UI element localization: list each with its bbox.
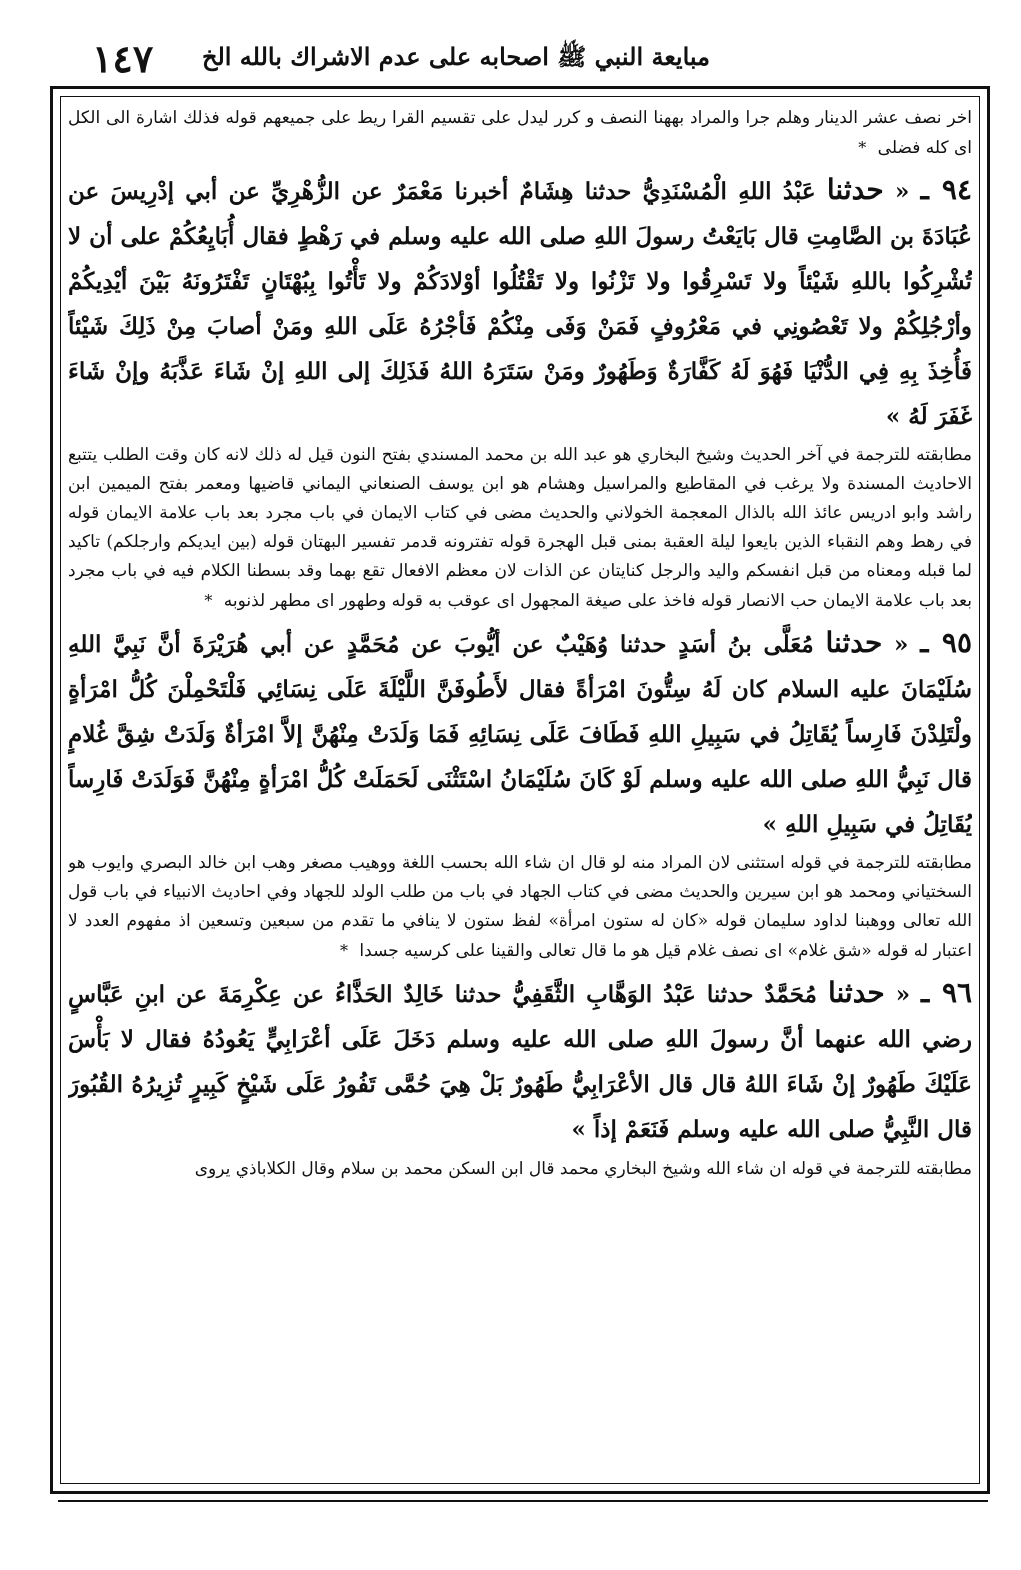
end-mark: * xyxy=(858,138,867,157)
hadith-close-bracket: » xyxy=(885,403,901,430)
hadith-keyword: حدثنا xyxy=(827,976,885,1009)
hadith-number: ٩٥ ـ xyxy=(920,626,972,659)
hadith-open-bracket: « xyxy=(895,981,911,1008)
commentary-block xyxy=(68,441,972,616)
commentary-text: مطابقته للترجمة في آخر الحديث وشيخ البخاري هو عبد الله بن محمد المسندي بفتح النون قيل له ذلك لانه كان وقت الطلب يتتبع الاحاديث المسندة ولا يرغب في المقاطيع والمراسيل وهشام هو ابن يوسف الصنعاني اليماني قاضيها ومعمر بفتح الميمين ابن راشد وابو ادريس عائذ الله بالذال المعجمة الخولاني والحديث مضى في كتاب الايمان في باب مجرد بعد باب علامة الايمان قوله في رهط وهم النقباء الذين بايعوا ليلة العقبة بمنى قبل الهجرة قوله تفترونه قدمر تفسير البهتان قوله (بين ايديكم وارجلكم) تاكيد لما قبله ومعناه من قبل انفسكم واليد والرجل كنايتان عن الذات لان معظم الافعال تقع بهما وقد بسطنا الكلام فيه في باب مجرد بعد باب علامة الايمان حب الانصار قوله فاخذ على صيغة المجهول اى عوقب به قوله وطهور اى مطهر لذنوبه xyxy=(68,445,972,611)
bottom-rule xyxy=(58,1500,988,1502)
page-body xyxy=(68,104,972,1478)
commentary-text: مطابقته للترجمة في قوله استثنى لان المراد منه لو قال ان شاء الله بحسب اللغة ووهيب مصغر وهب ابن خالد البصري وايوب هو السختياني ومحمد هو ابن سيرين والحديث مضى في كتاب الجهاد في باب من طلب الولد للجهاد وفي احاديث الانبياء في باب قول الله تعالى ووهبنا لداود سليمان قوله «كان له ستون امرأة» لفظ ستون لا ينافي ما تقدم من سبعين وتسعين اذ مفهوم العدد لا اعتبار له قوله «شق غلام» اى نصف غلام قيل هو ما قال تعالى والقينا على كرسيه جسدا xyxy=(68,853,972,961)
hadith-number: ٩٦ ـ xyxy=(921,976,972,1009)
hadith-keyword: حدثنا xyxy=(825,626,883,659)
hadith-text: عَبْدُ اللهِ الْمُسْنَدِيُّ حدثنا هِشَامٌ أخبرنا مَعْمَرٌ عن الزُّهْرِيِّ عن أبي إدْرِيسَ عن عُبَادَةَ بن الصَّامِتِ قال بَايَعْتُ رسولَ اللهِ صلى الله عليه وسلم في رَهْطٍ فقال أُبَايِعُكُمْ على أن لا تُشْرِكُوا باللهِ شَيْئاً ولا تَسْرِقُوا ولا تَزْنُوا ولا تَقْتُلُوا أوْلادَكُمْ ولا تَأْتُوا بِبُهْتَانٍ تَفْتَرُونَهُ بَيْنَ أيْدِيكُمْ وأرْجُلِكُمْ ولا تَعْصُونِي في مَعْرُوفٍ فَمَنْ وَفَى مِنْكُمْ فَأجْرُهُ عَلَى اللهِ ومَنْ أصابَ مِنْ ذَلِكَ شَيْئاً فَأُخِذَ بِهِ فِي الدُّنْيَا فَهُوَ لَهُ كَفَّارَةٌ وَطَهُورٌ ومَنْ سَتَرَهُ اللهُ فَذَلِكَ إلى اللهِ إنْ شَاءَ عَذَّبَهُ وإنْ شَاءَ غَفَرَ لَهُ xyxy=(68,178,972,430)
hadith-block xyxy=(68,970,972,1152)
commentary-block xyxy=(68,104,972,163)
hadith-close-bracket: » xyxy=(762,811,778,838)
hadith-block xyxy=(68,167,972,439)
commentary-block xyxy=(68,1154,972,1184)
running-title: مبايعة النبي ﷺ اصحابه على عدم الاشراك بالله الخ xyxy=(201,42,710,71)
end-mark: * xyxy=(340,941,349,960)
hadith-close-bracket: » xyxy=(571,1116,586,1143)
page-number: ١٤٧ xyxy=(92,36,154,81)
commentary-text: اخر نصف عشر الدينار وهلم جرا والمراد بههنا النصف و كرر ليدل على تقسيم القرا ريط على جميعهم قوله فذلك اشارة الى الكل اى كله فضلى xyxy=(68,108,972,158)
commentary-block xyxy=(68,849,972,966)
page-header xyxy=(0,36,1021,86)
commentary-text: مطابقته للترجمة في قوله ان شاء الله وشيخ البخاري محمد قال ابن السكن محمد بن سلام وقال الكلاباذي يروى xyxy=(194,1159,972,1179)
end-mark: * xyxy=(204,591,213,610)
hadith-text: مُحَمَّدٌ حدثنا عَبْدُ الوَهَّابِ الثَّقَفِيُّ حدثنا خَالِدٌ الحَذَّاءُ عن عِكْرِمَةَ عن ابنِ عَبَّاسٍ رضي الله عنهما أنَّ رسولَ اللهِ صلى الله عليه وسلم دَخَلَ عَلَى أعْرَابِيٍّ يَعُودُهُ فقال لا بَأْسَ عَلَيْكَ طَهُورٌ إنْ شَاءَ اللهُ قال قال الأعْرَابِيُّ طَهُورٌ بَلْ هِيَ حُمَّى تَفُورُ عَلَى شَيْخٍ كَبِيرٍ تُزِيرُهُ القُبُورَ قال النَّبِيُّ صلى الله عليه وسلم فَنَعَمْ إذاً xyxy=(68,981,972,1143)
hadith-text: مُعَلَّى بنُ أسَدٍ حدثنا وُهَيْبٌ عن أيُّوبَ عن مُحَمَّدٍ عن أبي هُرَيْرَةَ أنَّ نَبِيَّ اللهِ سُلَيْمَانَ عليه السلام كان لَهُ سِتُّونَ امْرَأةً فقال لأَطُوفَنَّ اللَّيْلَةَ عَلَى نِسَائِي فَلْتَحْمِلْنَ كُلُّ امْرَأةٍ ولْتَلِدْنَ فَارِساً يُقَاتِلُ في سَبِيلِ اللهِ فَطَافَ عَلَى نِسَائِهِ فَمَا وَلَدَتْ مِنْهُنَّ إلاَّ امْرَأةٌ وَلَدَتْ شِقَّ غُلامٍ قال نَبِيُّ اللهِ صلى الله عليه وسلم لَوْ كَانَ سُلَيْمَانُ اسْتَثْنَى لَحَمَلَتْ كُلُّ امْرَأةٍ مِنْهُنَّ فَوَلَدَتْ فَارِساً يُقَاتِلُ في سَبِيلِ اللهِ xyxy=(68,631,972,838)
hadith-keyword: حدثنا xyxy=(826,173,884,206)
hadith-open-bracket: « xyxy=(894,631,909,658)
hadith-open-bracket: « xyxy=(894,178,910,205)
hadith-block xyxy=(68,620,972,847)
hadith-number: ٩٤ ـ xyxy=(920,173,972,206)
